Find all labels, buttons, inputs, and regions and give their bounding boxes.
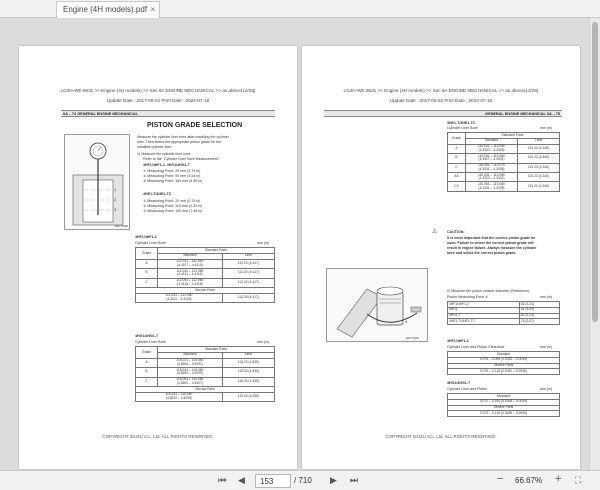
table-3-label: Cylinder Liner Bore [447,126,478,130]
intro-line: liner. Then select the appropriate piston grade for the [137,140,222,144]
table-4-unit: mm (in) [540,295,553,299]
cell-grade: CX [448,182,466,191]
cell-standard: 0.076 – 0.098 (0.0030 – 0.0039) [448,357,560,363]
step-2: 2) Measure the piston outside diameter (Reference). [447,289,531,293]
cell-standard-mm: 115.021 – 115.040 [176,358,204,363]
cell-grade: B [448,154,466,163]
cell-limit: 115.20 (4.535) [222,392,274,401]
first-page-button[interactable]: ⏮ [218,475,227,485]
cell-limit: 112.20 (4.417) [222,259,274,268]
caution-line: bore and select the correct piston grade. [447,251,517,255]
table-2-unit: mm (in) [257,340,270,344]
th-service-parts: Service Parts [448,363,560,369]
cell-standard-in: (4.3331 – 4.3335) [478,166,505,171]
table-row [136,293,275,302]
cell-limit: 110.23 (4.340) [518,154,560,163]
cell-standard [158,358,223,367]
cell-standard-mm: 110.041 – 110.050 [478,144,506,149]
step-2-subtitle: Piston Measuring Point ④ [447,295,489,299]
cell-value: 82 (3.23) [519,302,559,308]
cell-grade: C [448,163,466,172]
last-page-button[interactable]: ⏭ [350,475,359,485]
vertical-scrollbar[interactable] [589,18,600,470]
measuring-point: ③ Measuring Point: 160 mm (6.30 in) [143,179,203,183]
cell-standard-mm: 112.051 – 112.060 [176,278,204,283]
cell-value: 78 (3.07) [519,319,559,325]
measuring-point: ② Measuring Point: 110 mm (4.33 in) [143,204,203,208]
cell-standard-mm: 110.041 – 110.060 [478,172,506,177]
cell-service-standard [136,392,223,401]
svg-text:4: 4 [405,319,408,324]
table-5-unit: mm (in) [540,345,553,349]
table-row [136,269,275,278]
th-standard: Standard [448,394,560,400]
cell-standard-in: (4.4107 – 4.4110) [176,262,203,267]
cell-model: 4HE1-T/4HE1-TC [448,319,520,325]
cell-grade: A [136,358,158,367]
caution-title: CAUTION: [447,230,465,234]
table-row [448,411,560,417]
cell-standard [466,154,518,163]
cell-grade: AX [448,172,466,181]
table-5-model: 4HF1/4HF1-2 [447,339,469,343]
svg-text:2: 2 [114,197,117,202]
table-row [136,392,275,401]
cell-limit: 112.20 (4.417) [222,278,274,287]
cell-standard [466,182,518,191]
liner-bore-table-2 [135,346,275,402]
micrometer-illustration [327,269,428,342]
cell-standard [158,269,223,278]
cell-standard-mm: 115.041 – 115.060 [165,392,193,397]
table-1-label: Cylinder Liner Bore [135,241,166,245]
cell-service-standard [136,293,223,302]
document-tab[interactable] [56,1,160,18]
th-grade: Grade [136,347,158,359]
cell-standard-in: (4.5284 – 4.5291) [176,361,203,366]
table-row [136,358,275,367]
cell-standard-mm: 115.061 – 115.080 [176,377,204,382]
page-header-dates: Update Date : 2017-05-02 Print Date : 2022-07-18 [106,98,210,103]
cell-standard-mm: 112.041 – 112.060 [165,293,193,298]
th-grade: Grade [448,133,466,145]
cell-standard-mm: 115.041 – 115.060 [176,367,204,372]
cell-limit: 115.20 (4.535) [222,377,274,386]
cell-limit: 110.23 (4.340) [518,182,560,191]
table-2-model: 4HG1/4HG1-T [135,334,159,338]
cell-grade: C [136,377,158,386]
copyright: COPYRIGHT ISUZU Co., Ltd. ALL RIGHTS RESERVED. [102,434,214,439]
cell-standard-in: (4.3331 – 4.3339) [478,185,505,190]
piston-diameter-table [447,301,560,325]
zoom-level[interactable]: 66.67% [515,476,543,485]
dial-gauge-illustration [65,135,130,230]
clearance-table-1 [447,351,560,375]
figure-code: 6AFT1300 [115,224,129,228]
prev-page-button[interactable]: ◀ [238,475,245,485]
model-label-b: 4HE1-T/4HE1-TC [143,192,172,196]
measuring-point: ② Measuring Point: 90 mm (3.54 in) [143,174,201,178]
measuring-point: ① Measuring Point: 20 mm (0.79 in) [143,199,201,203]
cell-standard-mm: 110.051 – 110.060 [478,153,506,158]
section-title: PISTON GRADE SELECTION [147,122,243,129]
th-standard: Standard [158,253,223,259]
th-standard: Standard [448,352,560,358]
cell-standard: 0.072 – 0.100 (0.0028 – 0.0039) [448,399,560,405]
cell-grade: A [448,144,466,153]
table-row [448,369,560,375]
liner-bore-table-1 [135,247,275,303]
cell-limit: 110.23 (4.340) [518,163,560,172]
cell-limit: 115.20 (4.535) [222,358,274,367]
fit-page-button[interactable]: ⛶ [575,475,582,485]
cell-model: 4HF1/4HF1-2 [448,302,520,308]
cell-service: 0.076 – 0.115 (0.0030 – 0.0045) [448,369,560,375]
cell-standard-mm: 110.061 – 110.080 [478,181,506,186]
model-label-a: 4HF1/4HF1-2, 4HG1/4HG1-T [143,163,190,167]
page-number-input[interactable]: 153 [255,474,291,488]
next-page-button[interactable]: ▶ [330,475,337,485]
pdf-page-left [19,46,297,469]
cell-standard-in: (4.3323 – 4.3326) [478,147,505,152]
cell-value: 81 (3.09) [519,307,559,313]
caution-icon: ⚠ [432,229,438,235]
cell-standard [158,278,223,287]
measuring-point: ③ Measuring Point: 190 mm (7.48 in) [143,209,203,213]
figure-code: 6AFT1310 [406,336,420,340]
zoom-out-button[interactable]: − [497,473,504,485]
table-6-label: Cylinder Liner and Piston [447,387,488,391]
table-6-model: 4HG1/4HG1-T [447,381,471,385]
step-1: 1) Measure the cylinder liner bore. [137,152,192,156]
table-3-unit: mm (in) [540,126,553,130]
step-1-reference: Refer to the "Cylinder Liner Bore Measurement". [143,157,221,161]
th-standard-parts: Standard Parts [158,248,275,254]
th-service-parts: Service Parts [448,405,560,411]
zoom-in-button[interactable]: + [555,473,562,485]
th-standard-parts: Standard Parts [158,347,275,353]
table-row [448,319,560,325]
th-grade: Grade [136,248,158,260]
table-row [448,154,560,163]
section-band [324,110,562,117]
cell-value: 82 (3.23) [519,313,559,319]
cell-limit: 110.23 (4.340) [518,144,560,153]
cell-model: 4HG1 [448,307,520,313]
pdf-page-right [302,46,580,469]
svg-text:1: 1 [114,187,117,192]
cell-grade: C [136,278,158,287]
cell-limit: 112.20 (4.417) [222,293,274,302]
cell-standard-in: (4.3323 – 4.3331) [478,176,505,181]
cell-standard-in: (4.4111 – 4.4118) [166,296,192,301]
table-2-label: Cylinder Liner Bore [135,340,166,344]
copyright: COPYRIGHT ISUZU Co., Ltd. ALL RIGHTS RESERVED. [385,434,497,439]
document-viewer[interactable] [0,18,600,470]
title-bar [0,0,600,18]
intro-line: installed cylinder liner. [137,145,173,149]
table-row [136,368,275,377]
tab-title: Engine (4H models).pdf [63,5,148,14]
page-header-path: LG4H-WE-9631 >> Engine (4H models) >> Sec 6A ENGINE MECHANICAL >> as above(13/28) [343,88,539,93]
table-row [448,182,560,191]
cell-standard-in: (4.3327 – 4.3331) [478,157,505,162]
table-1-unit: mm (in) [257,241,270,245]
cell-limit: 115.20 (4.535) [222,368,274,377]
band-title: GENERAL ENGINE MECHANICAL 6A – 75 [485,112,560,117]
table-3-model: 4HE1-T/4HE1-TC [447,121,476,125]
cylinder-measure-figure [64,134,130,230]
th-standard-parts: Standard Parts [466,133,560,139]
th-limit: Limit [518,138,560,144]
measuring-point: ① Measuring Point: 20 mm (0.79 in) [143,169,201,173]
page-header-path: LG4H-WE-9631 >> Engine (4H models) >> Sec 6A ENGINE MECHANICAL >> as above(12/28) [60,88,256,93]
piston-measure-figure [326,268,428,342]
table-row [448,163,560,172]
cell-service: 0.072 – 0.115 (0.0028 – 0.0045) [448,411,560,417]
cell-standard-mm: 112.021 – 112.040 [176,259,204,264]
cell-limit: 110.23 (4.340) [518,172,560,181]
cell-standard-in: (4.4115 – 4.4118) [177,281,203,286]
table-row [136,278,275,287]
cell-standard-mm: 112.041 – 112.050 [176,268,204,273]
cell-standard-in: (4.5292 – 4.5299) [165,395,192,400]
th-service-parts: Service Parts [136,287,275,293]
caution-line: It is most important that the correct piston grade be [447,236,536,240]
table-row [136,377,275,386]
table-row [136,259,275,268]
bottom-toolbar [0,470,600,490]
th-standard: Standard [158,352,223,358]
caution-line: used. Failure to select the correct piston grade will [447,241,534,245]
table-5-label: Cylinder Liner and Piston Clearance [447,345,505,349]
cell-standard [466,172,518,181]
band-title: 6A – 74 GENERAL ENGINE MECHANICAL [63,112,138,117]
liner-bore-table-3 [447,132,560,192]
table-6-unit: mm (in) [540,387,553,391]
close-icon[interactable]: × [150,5,155,14]
table-row [448,144,560,153]
th-service-parts: Service Parts [136,386,275,392]
cell-standard [158,377,223,386]
scrollbar-thumb[interactable] [592,22,598,322]
th-limit: Limit [222,352,274,358]
cell-standard [158,259,223,268]
cell-standard [466,163,518,172]
caution-line: result in engine failure. Always measure the cylinder [447,246,537,250]
th-limit: Limit [222,253,274,259]
cell-grade: B [136,368,158,377]
section-band [61,110,275,117]
intro-line: Measure the cylinder liner bore after installing the cylinder [137,135,229,139]
table-row [448,172,560,181]
cell-standard-mm: 110.061 – 110.070 [478,163,506,168]
cell-standard [466,144,518,153]
cell-model: 4HG1-T [448,313,520,319]
page-total: / 710 [294,476,312,485]
table-1-model: 4HF1/4HF1-2 [135,235,157,239]
cell-grade: A [136,259,158,268]
cell-grade: B [136,269,158,278]
cell-standard-in: (4.4111 – 4.4114) [177,272,203,277]
cell-limit: 112.20 (4.417) [222,269,274,278]
page-header-dates: Update Date : 2017-05-02 Print Date : 2022-07-18 [389,98,493,103]
svg-text:3: 3 [114,207,117,212]
cell-standard [158,368,223,377]
th-standard: Standard [466,138,518,144]
clearance-table-2 [447,393,560,417]
cell-standard-in: (4.5300 – 4.5307) [176,380,203,385]
cell-standard-in: (4.5292 – 4.5299) [176,371,203,376]
